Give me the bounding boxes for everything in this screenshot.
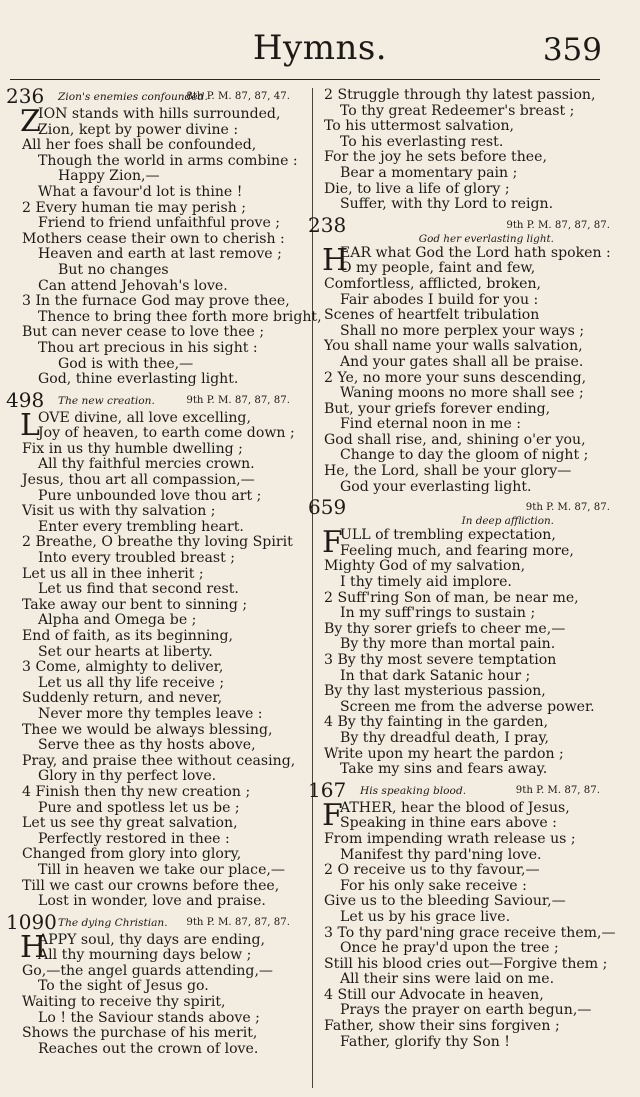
hymn-167 [308, 777, 616, 1051]
hymn-line: Find eternal noon in me : [340, 416, 522, 433]
hymn-line: 2 Breathe, O breathe thy loving Spirit [22, 534, 293, 551]
hymn-line: OVE divine, all love excelling, [38, 410, 251, 426]
hymn-line: All her foes shall be confounded, [22, 137, 257, 154]
hymn-line: 2 O receive us to thy favour,— [324, 862, 540, 879]
hymn-line: Fair abodes I build for you : [340, 291, 539, 308]
running-title: Hymns. [252, 28, 388, 68]
hymn-line: ATHER, hear the blood of Jesus, [340, 800, 570, 816]
hymn-line: By thy sorer griefs to cheer me,— [324, 620, 566, 637]
hymn-line: 3 To thy pard'ning grace receive them,— [324, 924, 616, 941]
hymn-line: 4 By thy fainting in the garden, [324, 714, 549, 731]
hymn-line: Heaven and earth at last remove ; [38, 246, 282, 263]
hymn-line: By thy last mysterious passion, [324, 683, 546, 700]
hymn-236 [6, 84, 322, 388]
drop-cap: Z [20, 107, 41, 139]
hymn-line: You shall name your walls salvation, [324, 338, 583, 355]
hymn-line: All their sins were laid on me. [340, 971, 555, 988]
hymn-line: Let us all thy life receive ; [38, 674, 225, 691]
hymn-line: Father, glorify thy Son ! [340, 1033, 510, 1050]
hymn-title: Zion's enemies confounded. [58, 91, 208, 103]
hymn-line: Scenes of heartfelt tribulation [324, 307, 540, 324]
first-verse-block [322, 528, 614, 559]
hymn-number: 236 [6, 84, 45, 108]
hymn-line: Suddenly return, and never, [22, 690, 223, 707]
hymn-659 [308, 495, 614, 778]
hymn-line: Though the world in arms combine : [38, 152, 298, 169]
hymn-line: Zion, kept by power divine : [38, 121, 239, 138]
hymn-line: Comfortless, afflicted, broken, [324, 275, 542, 292]
hymn-line: 2 Ye, no more your suns descending, [324, 369, 587, 386]
hymn-line: Feeling much, and fearing more, [340, 542, 574, 559]
hymn-line: God shall rise, and, shining o'er you, [324, 431, 586, 448]
hymn-line: Till in heaven we take our place,— [38, 861, 285, 878]
hymn-line: Father, show their sins forgiven ; [324, 1018, 560, 1035]
hymn-line: 3 In the furnace God may prove thee, [22, 293, 290, 310]
hymn-line: Thou art precious in his sight : [38, 339, 258, 356]
hymn-line: In my suff'rings to sustain ; [340, 605, 536, 622]
hymn-line: Pure unbounded love thou art ; [38, 487, 262, 504]
hymn-line: Never more thy temples leave : [38, 705, 263, 722]
hymn-line: Enter every trembling heart. [38, 518, 244, 535]
hymn-line: But no changes [58, 261, 169, 278]
hymn-number: 167 [308, 777, 347, 802]
hymn-line: To his everlasting rest. [340, 133, 504, 150]
hymn-line: Prays the prayer on earth begun,— [340, 1002, 592, 1019]
page-header [0, 0, 640, 80]
header-rule [10, 79, 600, 80]
hymn-line: Once he pray'd upon the tree ; [340, 940, 559, 957]
hymn-line: Let us see thy great salvation, [22, 815, 238, 832]
hymn-line: Mothers cease their own to cherish : [22, 230, 285, 247]
hymn-line: By thy dreadful death, I pray, [340, 729, 550, 746]
hymn-line: Alpha and Omega be ; [38, 612, 197, 629]
hymn-line: Speaking in thine ears above : [340, 815, 557, 832]
left-column [6, 84, 322, 1057]
hymn-238 [308, 212, 614, 496]
hymn-line: From impending wrath release us ; [324, 830, 576, 847]
hymn-line: Manifest thy pard'ning love. [340, 846, 542, 863]
column-divider [312, 88, 313, 1088]
hymn-line: 4 Still our Advocate in heaven, [324, 986, 544, 1003]
hymn-meter: 9th P. M. 87, 87, 87. [186, 916, 290, 928]
hymn-heading [308, 212, 614, 237]
hymn-heading [308, 777, 614, 802]
hymn-line: EAR what God the Lord hath spoken : [340, 245, 611, 261]
hymn-number: 1090 [6, 909, 57, 934]
hymn-line: Take my sins and fears away. [340, 761, 548, 778]
hymn-line: Give us to the bleeding Saviour,— [324, 893, 566, 910]
hymn-line: Pray, and praise thee without ceasing, [22, 752, 296, 769]
hymn-line: What a favour'd lot is thine ! [38, 183, 243, 200]
hymn-line: Mighty God of my salvation, [324, 558, 526, 575]
hymn-line: Change to day the gloom of night ; [340, 447, 589, 464]
drop-cap: F [322, 800, 343, 832]
hymn-title: His speaking blood. [360, 784, 467, 797]
hymn-number: 659 [308, 495, 347, 520]
hymn-line: Friend to friend unfaithful prove ; [38, 215, 281, 232]
hymn-line: But, your griefs forever ending, [324, 400, 551, 417]
hymn-line: Till we cast our crowns before thee, [22, 877, 280, 894]
hymn-line: Can attend Jehovah's love. [38, 277, 228, 294]
hymn-line: 2 Suff'ring Son of man, be near me, [324, 589, 579, 606]
hymn-heading [6, 84, 304, 108]
hymn-line: God your everlasting light. [340, 478, 532, 495]
drop-cap: H [322, 245, 349, 277]
hymn-line: In that dark Satanic hour ; [340, 667, 531, 684]
hymn-line: Go,—the angel guards attending,— [22, 962, 274, 979]
hymn-line: Waning moons no more shall see ; [340, 385, 584, 402]
hymn-line: Waiting to receive thy spirit, [22, 994, 226, 1011]
hymn-number: 498 [6, 387, 45, 412]
drop-cap: L [20, 410, 40, 442]
hymn-line: ULL of trembling expectation, [340, 528, 556, 544]
hymn-line: 2 Struggle through thy latest passion, [324, 87, 596, 103]
hymn-line: Let us all in thee inherit ; [22, 565, 204, 582]
hymn-meter: 9th P. M. 87, 87, 87. [186, 394, 290, 406]
hymn-line: Lost in wonder, love and praise. [38, 893, 266, 910]
page-number: 359 [542, 32, 602, 68]
hymn-meter: 9th P. M. 87, 87, 87. [506, 219, 610, 231]
hymn-line: All thy mourning days below ; [38, 947, 252, 964]
hymn-line: End of faith, as its beginning, [22, 628, 234, 644]
drop-cap: F [322, 528, 343, 560]
hymn-line: Take away our bent to sinning ; [22, 596, 248, 613]
hymn-line: ION stands with hills surrounded, [38, 107, 281, 122]
hymn-line: To the sight of Jesus go. [38, 978, 209, 995]
hymn-line: O my people, faint and few, [340, 260, 536, 277]
hymn-title: God her everlasting light. [418, 232, 554, 245]
hymn-line: Visit us with thy salvation ; [22, 503, 216, 520]
hymn-line: Into every troubled breast ; [38, 550, 236, 567]
hymn-heading [6, 909, 304, 934]
hymn-line: Let us find that second rest. [38, 581, 239, 598]
hymn-line: Thence to bring thee forth more bright, [38, 308, 322, 325]
hymn-line: Serve thee as thy hosts above, [38, 737, 256, 754]
drop-cap: H [20, 932, 47, 964]
hymn-line: I thy timely aid implore. [340, 574, 512, 591]
hymn-line: Fix in us thy humble dwelling ; [22, 440, 243, 457]
hymn-heading [6, 387, 304, 412]
first-verse-block [20, 933, 304, 964]
hymn-line: Glory in thy perfect love. [38, 768, 217, 785]
hymn-continuation [322, 88, 614, 213]
hymn-line: Happy Zion,— [58, 168, 160, 185]
hymn-line: Set our hearts at liberty. [38, 643, 213, 660]
hymn-line: Suffer, with thy Lord to reign. [340, 196, 554, 213]
hymn-line: All thy faithful mercies crown. [38, 456, 255, 473]
hymn-line: 3 By thy most severe temptation [324, 652, 557, 668]
hymn-line: For the joy he sets before thee, [324, 149, 547, 166]
hymn-line: Changed from glory into glory, [22, 846, 242, 863]
hymn-line: Bear a momentary pain ; [340, 164, 518, 181]
hymn-line: Die, to live a life of glory ; [324, 180, 510, 197]
hymn-title: In deep affliction. [461, 515, 554, 528]
hymn-line: Shall no more perplex your ways ; [340, 322, 585, 339]
hymn-line: Still his blood cries out—Forgive them ; [324, 955, 608, 972]
hymn-title: The dying Christian. [58, 916, 168, 929]
hymn-line: Reaches out the crown of love. [38, 1040, 259, 1057]
hymn-meter: 9th P. M. 87, 87. [515, 784, 600, 796]
hymn-line: But can never cease to love thee ; [22, 324, 265, 341]
hymn-line: God is with thee,— [58, 355, 194, 372]
hymn-title: The new creation. [58, 394, 155, 407]
hymn-line: Jesus, thou art all compassion,— [22, 472, 255, 489]
hymn-line: Screen me from the adverse power. [340, 698, 595, 715]
hymn-line: Thee we would be always blessing, [22, 721, 273, 738]
hymn-line: God, thine everlasting light. [38, 371, 239, 388]
first-verse-block [20, 107, 304, 138]
hymn-line: Perfectly restored in thee : [38, 830, 230, 847]
hymn-line: Write upon my heart the pardon ; [324, 745, 564, 762]
hymn-line: 3 Come, almighty to deliver, [22, 659, 224, 676]
first-verse-block [322, 801, 614, 832]
hymn-line: To thy great Redeemer's breast ; [340, 102, 575, 119]
hymn-498 [6, 387, 304, 910]
hymn-line: 4 Finish then thy new creation ; [22, 783, 251, 800]
right-column [308, 87, 616, 1050]
hymn-line: To his uttermost salvation, [324, 118, 514, 135]
hymn-line: Let us by his grace live. [340, 908, 511, 925]
hymn-line: And your gates shall all be praise. [340, 353, 584, 370]
hymn-line: Lo ! the Saviour stands above ; [38, 1009, 260, 1026]
hymn-meter: 9th P. M. 87, 87. [525, 502, 610, 514]
hymn-line: Pure and spotless let us be ; [38, 799, 240, 816]
hymn-line: 2 Every human tie may perish ; [22, 199, 247, 216]
hymn-line: APPY soul, thy days are ending, [38, 932, 265, 948]
hymn-line: Shows the purchase of his merit, [22, 1025, 258, 1042]
hymn-1090 [6, 909, 304, 1058]
first-verse-block [20, 411, 304, 442]
hymn-heading [308, 495, 614, 520]
hymn-line: He, the Lord, shall be your glory— [324, 463, 572, 480]
first-verse-block [322, 246, 614, 277]
hymn-line: By thy more than mortal pain. [340, 636, 556, 653]
hymn-number: 238 [308, 212, 347, 237]
hymn-line: Joy of heaven, to earth come down ; [38, 425, 295, 442]
hymn-line: For his only sake receive : [340, 877, 527, 894]
hymn-meter: 8th P. M. 87, 87, 47. [186, 91, 290, 102]
